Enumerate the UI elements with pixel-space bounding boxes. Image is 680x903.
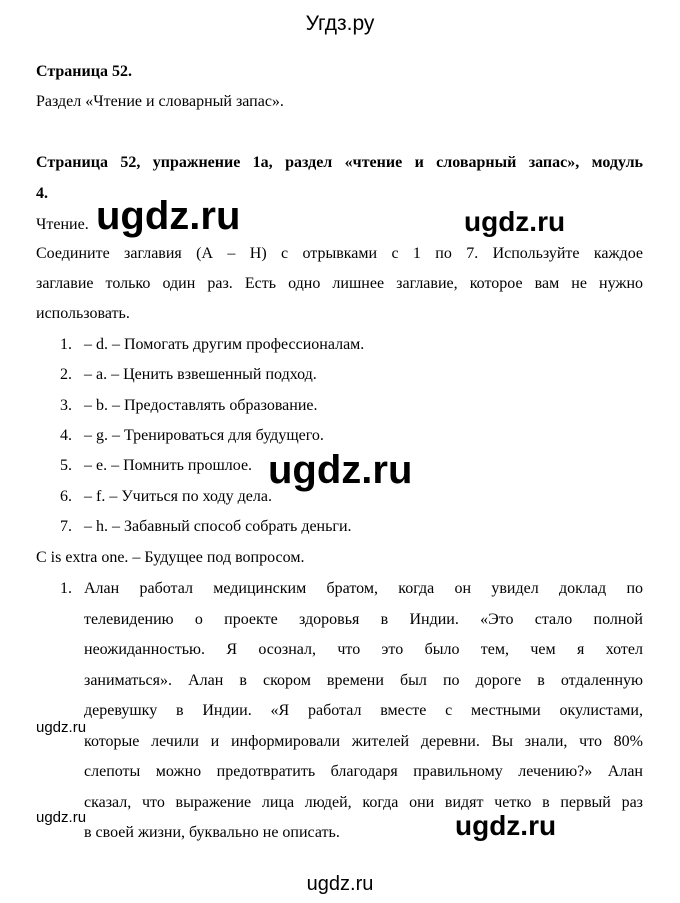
section-title: Раздел «Чтение и словарный запас». <box>36 93 284 110</box>
exercise-title-line-2: 4. <box>36 185 48 202</box>
answer-number: 2. <box>60 366 72 383</box>
paragraph-line: телевидению о проекте здоровья в Индии. «Это стало полной <box>84 611 643 628</box>
paragraph-line: сказал, что выражение лица людей, когда они видят четко в первый раз <box>84 794 643 811</box>
watermark: ugdz.ru <box>36 809 87 826</box>
paragraph-line: деревушку в Индии. «Я работал вместе с местными окулистами, <box>84 702 643 719</box>
footer-watermark: ugdz.ru <box>306 873 374 895</box>
paragraph-line: в своей жизни, буквально не описать. <box>84 824 340 841</box>
watermark: ugdz.ru <box>268 448 413 492</box>
exercise-title-line-1: Страница 52, упражнение 1а, раздел «чтение и словарный запас», модуль <box>36 154 643 171</box>
answer-text: – b. – Предоставлять образование. <box>84 397 318 414</box>
watermark: ugdz.ru <box>96 194 241 238</box>
watermark: ugdz.ru <box>36 719 87 736</box>
answer-number: 3. <box>60 397 72 414</box>
paragraph-line: слепоты можно предотвратить благодаря правильному лечению?» Алан <box>84 763 643 780</box>
site-title: Угдз.ру <box>305 12 375 35</box>
answer-text: – a. – Ценить взвешенный подход. <box>84 366 317 383</box>
instructions-line-3: использовать. <box>36 305 130 322</box>
answer-text: – f. – Учиться по ходу дела. <box>84 488 272 505</box>
answer-text: – g. – Тренироваться для будущего. <box>84 427 324 444</box>
answer-number: 4. <box>60 427 72 444</box>
watermark: ugdz.ru <box>455 810 557 841</box>
paragraph-line: заниматься». Алан в скором времени был по дороге в отдаленную <box>84 672 643 689</box>
paragraph-line: которые лечили и информировали жителей деревни. Вы знали, что 80% <box>84 733 643 750</box>
answer-number: 5. <box>60 457 72 474</box>
page-heading: Страница 52. <box>36 63 132 80</box>
answer-number: 6. <box>60 488 72 505</box>
reading-label: Чтение. <box>36 216 89 233</box>
extra-note: C is extra one. – Будущее под вопросом. <box>36 549 305 566</box>
paragraph-line: Алан работал медицинским братом, когда он увидел доклад по <box>84 580 643 597</box>
answer-number: 1. <box>60 336 72 353</box>
paragraph-number: 1. <box>60 580 72 597</box>
instructions-line-2: заглавие только один раз. Есть одно лишнее заглавие, которое вам не нужно <box>36 275 643 292</box>
watermark: ugdz.ru <box>464 206 566 237</box>
answer-text: – d. – Помогать другим профессионалам. <box>84 336 365 353</box>
answer-text: – h. – Забавный способ собрать деньги. <box>84 518 352 535</box>
answer-number: 7. <box>60 518 72 535</box>
instructions-line-1: Соедините заглавия (А – Н) с отрывками с 1 по 7. Используйте каждое <box>36 245 643 262</box>
paragraph-line: неожиданностью. Я осознал, что это было тем, чем я хотел <box>84 641 643 658</box>
answer-text: – e. – Помнить прошлое. <box>84 457 253 474</box>
